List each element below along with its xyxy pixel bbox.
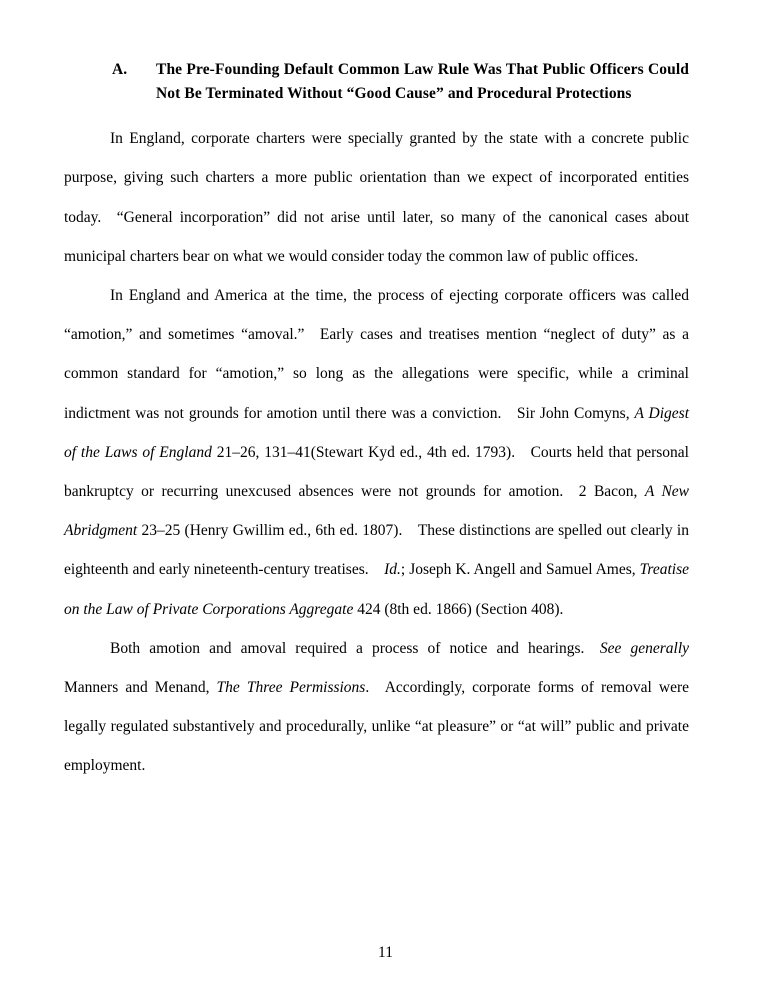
page-number: 11 (378, 944, 393, 961)
paragraph-1: In England, corporate charters were specially granted by the state with a concrete public purpose, giving such charters a more public orientation than we expect of incorporated entities today. “General incorporation” did not arise until later, so many of the canonical cases about municipal charters bear on what we would consider today the common law of public offices. (64, 130, 689, 265)
section-heading-title: The Pre-Founding Default Common Law Rule Was That Public Officers Could Not Be Terminated Without “Good Cause” and Procedural Protections (156, 61, 689, 102)
section-heading-letter: A. (112, 61, 128, 78)
paragraph-2: In England and America at the time, the process of ejecting corporate officers was called “amotion,” and sometimes “amoval.” Early cases and treatises mention “neglect of duty” as a common standard for “amotion,” so long as the allegations were specific, while a criminal indictment was not grounds for amotion until there was a conviction. Sir John Comyns, A Digest of the Laws of England 21–26, 131–41(Stewart Kyd ed., 4th ed. 1793). Courts held that personal bankruptcy or recurring unexcused absences were not grounds for amotion. 2 Bacon, A New Abridgment 23–25 (Henry Gwillim ed., 6th ed. 1807). These distinctions are spelled out clearly in eighteenth and early nineteenth-century treatises. Id.; Joseph K. Angell and Samuel Ames, Treatise on the Law of Private Corporations Aggregate 424 (8th ed. 1866) (Section 408). (64, 286, 690, 618)
section-heading (112, 58, 689, 105)
paragraph-3: Both amotion and amoval required a process of notice and hearings. See generally Manners and Menand, The Three Permissions. Accordingly, corporate forms of removal were legally regulated substantively and procedurally, unlike “at pleasure” or “at will” public and private employment. (64, 639, 690, 775)
